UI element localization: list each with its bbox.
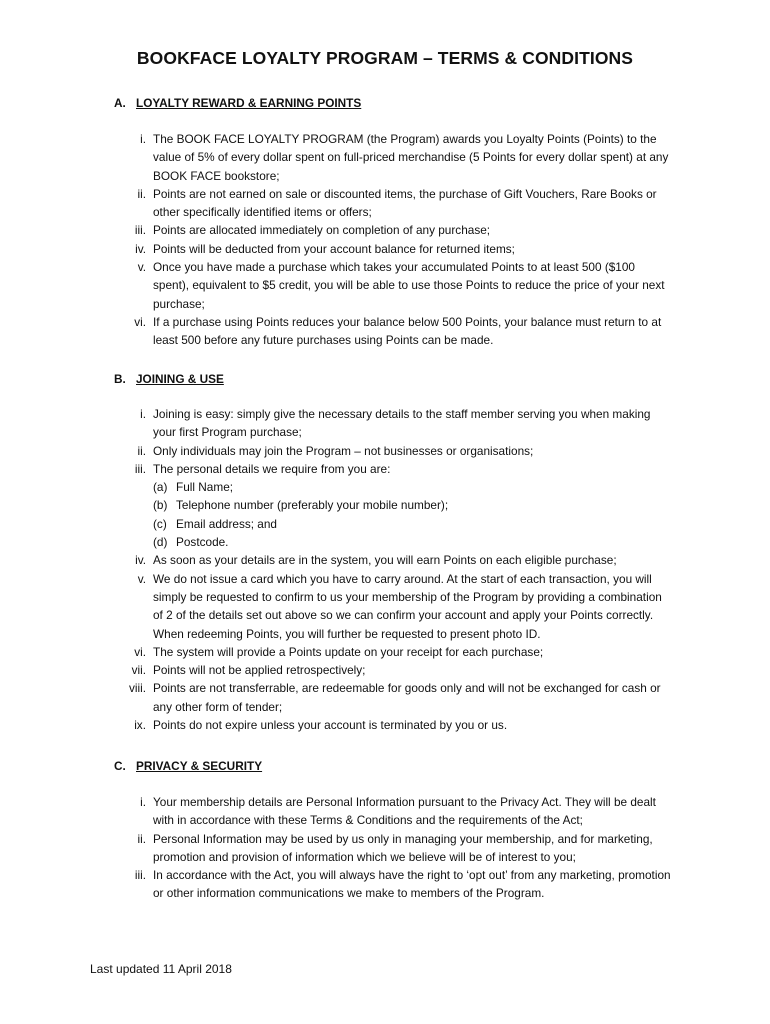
item-text: Personal Information may be used by us only in managing your membership, and for marketing, promotion and provision of information which we believe will be of interest to you; (153, 831, 653, 864)
list-item (0, 130, 673, 185)
item-number: i. (140, 795, 146, 809)
item-number: iii. (134, 223, 146, 238)
item-number: vi. (134, 314, 146, 329)
item-text: In accordance with the Act, you will always have the right to ‘opt out’ from any marketing, promotion or other information communications we make to members of the Program. (153, 868, 671, 901)
list-item (0, 185, 673, 222)
list-item (0, 716, 673, 734)
section-heading-b (114, 372, 224, 386)
item-text: Points will be deducted from your account balance for returned items; (153, 241, 515, 256)
item-text: Points do not expire unless your account is terminated by you or us. (153, 718, 508, 733)
sub-list-item (153, 478, 673, 496)
list-item (0, 661, 673, 679)
item-number: vi. (134, 644, 146, 659)
item-text: Once you have made a purchase which takes your accumulated Points to at least 500 ($100 spent), equivalent to $5 credit, you will be able to use those Points to reduce the price of your next purchase; (153, 260, 665, 311)
item-text: The BOOK FACE LOYALTY PROGRAM (the Program) awards you Loyalty Points (Points) to the value of 5% of every dollar spent on full-priced merchandise (5 Points for every dollar spent) at any BOOK FACE bookstore; (153, 132, 669, 183)
item-text: Points are allocated immediately on completion of any purchase; (153, 223, 491, 238)
list-item (0, 679, 673, 716)
list-item (0, 793, 673, 830)
document-title: BOOKFACE LOYALTY PROGRAM – TERMS & CONDITIONS (136, 48, 634, 68)
section-heading-c (114, 759, 262, 773)
item-number: iii. (134, 461, 146, 476)
section-title: PRIVACY & SECURITY (136, 759, 263, 773)
list-item (0, 460, 673, 551)
section-letter: C. (114, 759, 126, 773)
list-item (0, 221, 673, 239)
last-updated-footer: Last updated 11 April 2018 (90, 962, 232, 976)
list-item (0, 643, 673, 661)
item-text: Only individuals may join the Program – not businesses or organisations; (153, 443, 534, 458)
item-number: ii. (137, 186, 146, 201)
personal-details-list (153, 478, 673, 551)
item-number: i. (140, 132, 146, 146)
item-number: vii. (131, 663, 146, 678)
list-item (0, 830, 673, 867)
list-item (0, 313, 673, 350)
section-heading-a (114, 96, 361, 110)
item-text: Your membership details are Personal Information pursuant to the Privacy Act. They will be dealt with in accordance with these Terms & Conditions and the requirements of the Act; (153, 795, 656, 828)
sub-item-text: Telephone number (preferably your mobile number); (176, 498, 449, 513)
item-text: Points are not earned on sale or discounted items, the purchase of Gift Vouchers, Rare Books or other specifically identified items or offers; (153, 186, 657, 220)
sub-item-letter: (d) (153, 535, 168, 550)
item-number: iv. (135, 241, 146, 256)
item-number: ii. (137, 831, 146, 846)
item-text: Points will not be applied retrospectively; (153, 663, 366, 678)
list-item (0, 866, 673, 903)
section-title: LOYALTY REWARD & EARNING POINTS (136, 96, 362, 110)
section-letter: B. (114, 372, 126, 386)
sub-item-letter: (c) (153, 516, 167, 531)
section-title: JOINING & USE (136, 372, 224, 386)
item-number: viii. (128, 681, 146, 696)
item-number: iv. (135, 553, 146, 568)
list-item (0, 570, 673, 643)
sub-item-letter: (a) (153, 480, 168, 495)
item-number: i. (140, 407, 146, 421)
section-a-list (0, 130, 673, 350)
item-text: The personal details we require from you are: (153, 461, 391, 476)
item-text: If a purchase using Points reduces your balance below 500 Points, your balance must return to at least 500 before any future purchases using Points can be made. (153, 314, 662, 348)
item-number: ix. (134, 718, 146, 733)
item-text: Points are not transferrable, are redeemable for goods only and will not be exchanged for cash or any other form of tender; (153, 681, 661, 714)
item-number: v. (137, 571, 146, 586)
sub-list-item (153, 533, 673, 551)
section-b-list (0, 405, 673, 734)
sub-item-letter: (b) (153, 498, 168, 513)
list-item (0, 240, 673, 258)
item-text: The system will provide a Points update on your receipt for each purchase; (153, 644, 544, 659)
sub-item-text: Postcode. (176, 535, 229, 550)
list-item (0, 551, 673, 569)
sub-item-text: Full Name; (176, 480, 234, 495)
item-number: v. (137, 260, 146, 275)
list-item (0, 442, 673, 460)
sub-list-item (153, 496, 673, 514)
section-c-list (0, 793, 673, 903)
list-item (0, 258, 673, 313)
sub-list-item (153, 515, 673, 533)
sub-item-text: Email address; and (176, 516, 277, 531)
list-item (0, 405, 673, 442)
item-number: ii. (137, 443, 146, 458)
section-letter: A. (114, 96, 126, 110)
item-text: As soon as your details are in the system, you will earn Points on each eligible purchase; (153, 553, 617, 568)
item-number: iii. (134, 868, 146, 883)
item-text: We do not issue a card which you have to carry around. At the start of each transaction, you will simply be requested to confirm to us your membership of the Program by providing a combination of 2 of the details set out above so we can confirm your account and apply your Points correctly. When redeeming Points, you will further be requested to present photo ID. (153, 571, 662, 641)
item-text: Joining is easy: simply give the necessary details to the staff member serving you when making your first Program purchase; (153, 407, 651, 440)
